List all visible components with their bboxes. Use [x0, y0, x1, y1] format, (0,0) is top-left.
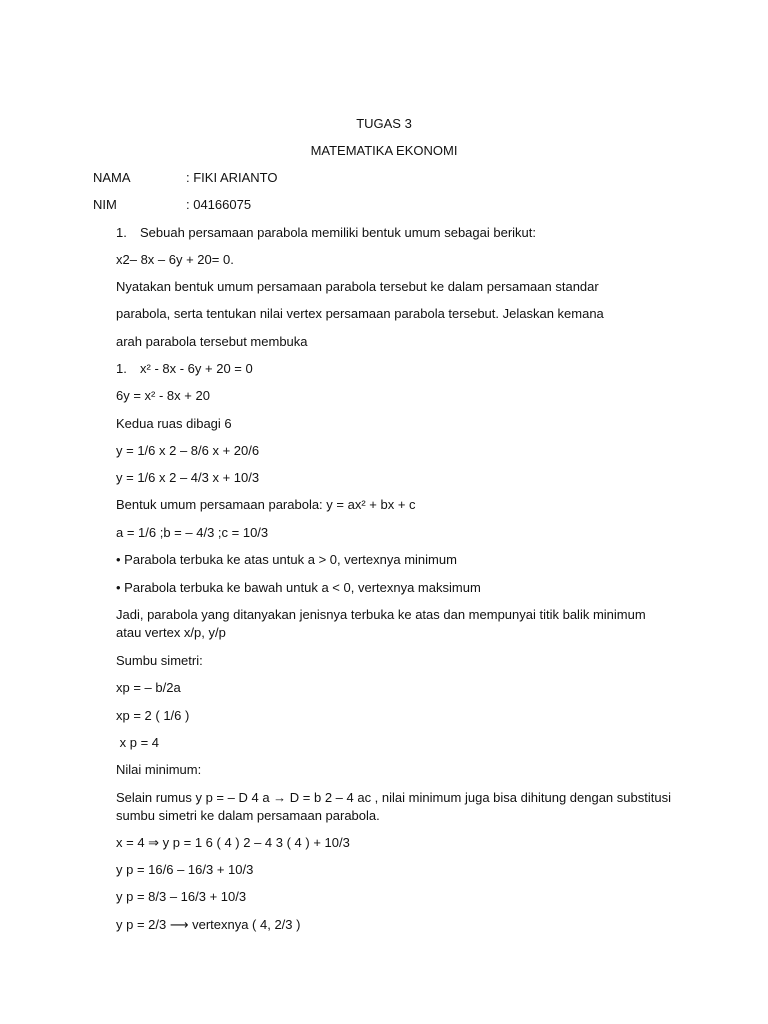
name-value: : FIKI ARIANTO — [186, 170, 278, 185]
answer-general-form: Bentuk umum persamaan parabola: y = ax² + bx + c — [116, 497, 416, 512]
xp-step-1: xp = – b/2a — [116, 680, 181, 695]
answer-bullet-1: • Parabola terbuka ke atas untuk a > 0, vertexnya minimum — [116, 552, 457, 567]
answer-conclusion: Jadi, parabola yang ditanyakan jenisnya terbuka ke atas dan mempunyai titik balik minimum atau vertex x/p, y/p — [116, 607, 646, 640]
answer-number: 1. — [116, 361, 127, 376]
name-label: NAMA — [93, 170, 131, 185]
answer-bullet-2: • Parabola terbuka ke bawah untuk a < 0, vertexnya maksimum — [116, 580, 481, 595]
answer-coefficients: a = 1/6 ;b = – 4/3 ;c = 10/3 — [116, 525, 269, 540]
question-instruction-1: Nyatakan bentuk umum persamaan parabola tersebut ke dalam persamaan standar — [116, 279, 599, 294]
document-subtitle: MATEMATIKA EKONOMI — [310, 143, 458, 158]
question-equation: x2– 8x – 6y + 20= 0. — [116, 252, 234, 267]
answer-eq-3: y = 1/6 x 2 – 8/6 x + 20/6 — [116, 443, 260, 458]
answer-eq-1: x² - 8x - 6y + 20 = 0 — [140, 361, 253, 376]
question-instruction-2: parabola, serta tentukan nilai vertex persamaan parabola tersebut. Jelaskan kemana — [116, 306, 604, 321]
document-title: TUGAS 3 — [356, 116, 412, 131]
answer-eq-4: y = 1/6 x 2 – 4/3 x + 10/3 — [116, 470, 260, 485]
minimum-text: Selain rumus y p = – D 4 a → D = b 2 – 4 ac , nilai minimum juga bisa dihitung dengan substitusi sumbu simetri ke dalam persamaan parabola. — [116, 790, 671, 823]
yp-step-2: y p = 16/6 – 16/3 + 10/3 — [116, 862, 254, 877]
xp-step-2: xp = 2 ( 1/6 ) — [116, 708, 190, 723]
question-text: Sebuah persamaan parabola memiliki bentuk umum sebagai berikut: — [140, 225, 536, 240]
xp-step-3: x p = 4 — [116, 735, 159, 750]
axis-heading: Sumbu simetri: — [116, 653, 203, 668]
question-instruction-3: arah parabola tersebut membuka — [116, 334, 308, 349]
answer-eq-2: 6y = x² - 8x + 20 — [116, 388, 210, 403]
yp-step-3: y p = 8/3 – 16/3 + 10/3 — [116, 889, 247, 904]
nim-value: : 04166075 — [186, 197, 252, 212]
minimum-heading: Nilai minimum: — [116, 762, 202, 777]
question-number: 1. — [116, 225, 127, 240]
answer-divide: Kedua ruas dibagi 6 — [116, 416, 232, 431]
nim-label: NIM — [93, 197, 117, 212]
yp-step-1: x = 4 ⇒ y p = 1 6 ( 4 ) 2 – 4 3 ( 4 ) + 10/3 — [116, 835, 350, 850]
yp-step-4: y p = 2/3 ⟶ vertexnya ( 4, 2/3 ) — [116, 917, 301, 932]
